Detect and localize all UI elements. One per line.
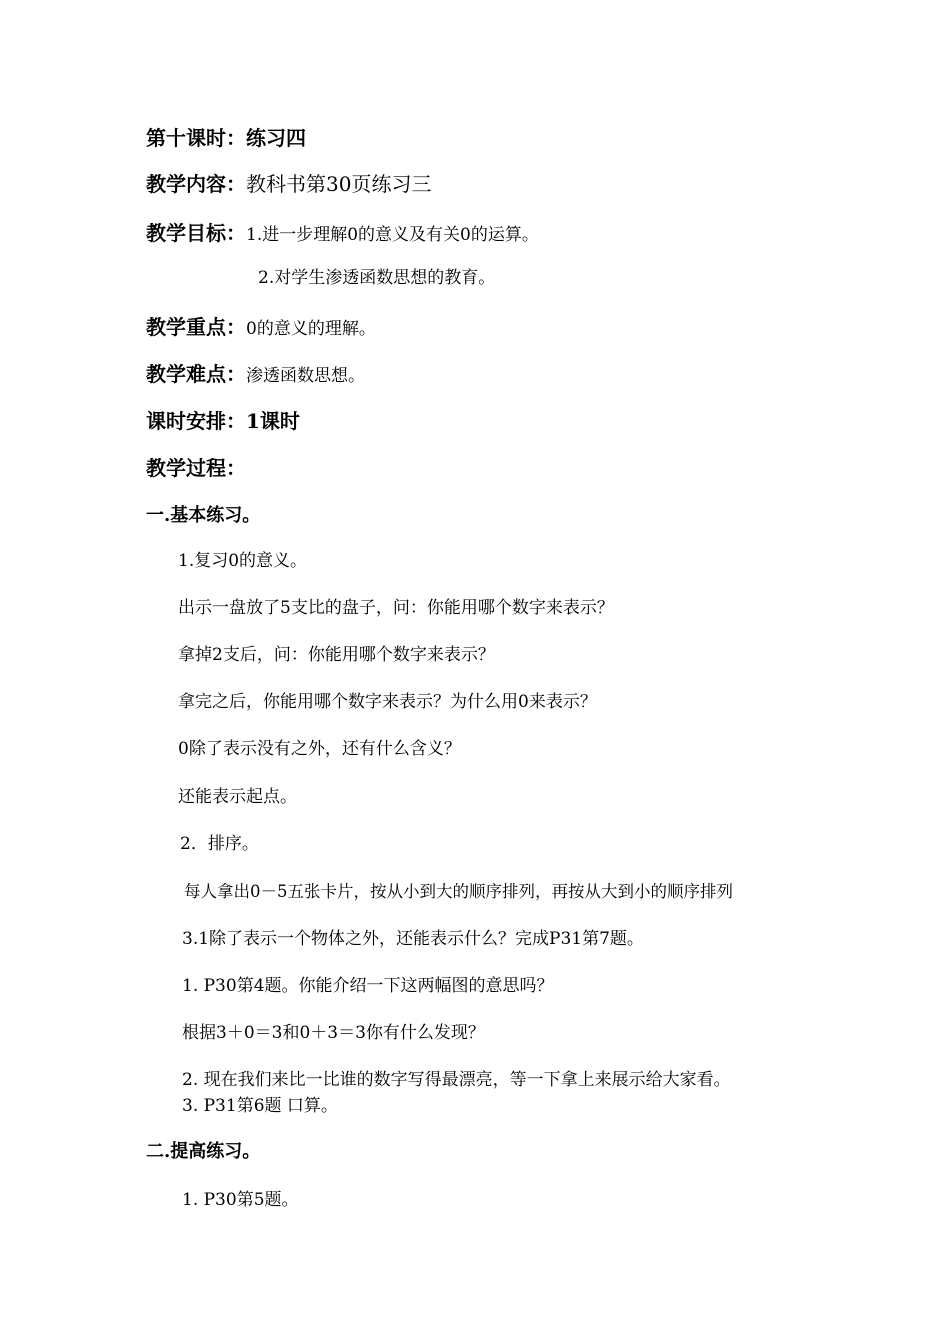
teaching-goal-row [146, 223, 539, 244]
basic-line: 3. P31第6题 口算。 [182, 1096, 338, 1116]
teaching-key-label: 教学重点： [146, 315, 246, 339]
teaching-content-value: 教科书第30页练习三 [246, 172, 432, 196]
teaching-goal-2: 2.对学生渗透函数思想的教育。 [258, 268, 496, 288]
advanced-line: 1. P30第5题。 [182, 1190, 299, 1210]
basic-line: 0除了表示没有之外，还有什么含义？ [178, 739, 461, 759]
section-advanced-practice-title: 二.提高练习。 [146, 1141, 261, 1162]
basic-line: 3.1除了表示一个物体之外，还能表示什么？完成P31第7题。 [182, 929, 644, 949]
basic-line: 每人拿出0－5五张卡片，按从小到大的顺序排列，再按从大到小的顺序排列 [184, 882, 733, 901]
basic-line: 1.复习0的意义。 [178, 551, 308, 571]
basic-line: 拿完之后，你能用哪个数字来表示？为什么用0来表示？ [178, 692, 597, 712]
lesson-schedule: 课时安排：1课时 [146, 409, 300, 433]
basic-line: 1. P30第4题。你能介绍一下这两幅图的意思吗？ [182, 976, 554, 996]
teaching-goal-label: 教学目标： [146, 221, 246, 245]
basic-line: 还能表示起点。 [178, 787, 297, 807]
section-basic-practice-title: 一.基本练习。 [146, 505, 261, 526]
teaching-content-label: 教学内容： [146, 172, 246, 196]
teaching-difficulty-row [146, 364, 365, 385]
basic-line: 2. 现在我们来比一比谁的数字写得最漂亮，等一下拿上来展示给大家看。 [182, 1070, 731, 1090]
teaching-difficulty-label: 教学难点： [146, 362, 246, 386]
basic-line: 根据3＋0＝3和0＋3＝3你有什么发现？ [182, 1023, 485, 1043]
teaching-key-value: 0的意义的理解。 [246, 319, 376, 339]
basic-line: 拿掉2支后，问：你能用哪个数字来表示？ [178, 645, 495, 665]
basic-line: 2．排序。 [180, 834, 259, 854]
teaching-process-label: 教学过程： [146, 456, 246, 480]
teaching-key-row [146, 317, 376, 338]
lesson-title: 第十课时：练习四 [146, 126, 306, 150]
teaching-goal-1: 1.进一步理解0的意义及有关0的运算。 [246, 225, 539, 245]
teaching-content-row [146, 174, 431, 194]
basic-line: 出示一盘放了5支比的盘子，问：你能用哪个数字来表示？ [178, 598, 614, 618]
teaching-difficulty-value: 渗透函数思想。 [246, 366, 365, 386]
